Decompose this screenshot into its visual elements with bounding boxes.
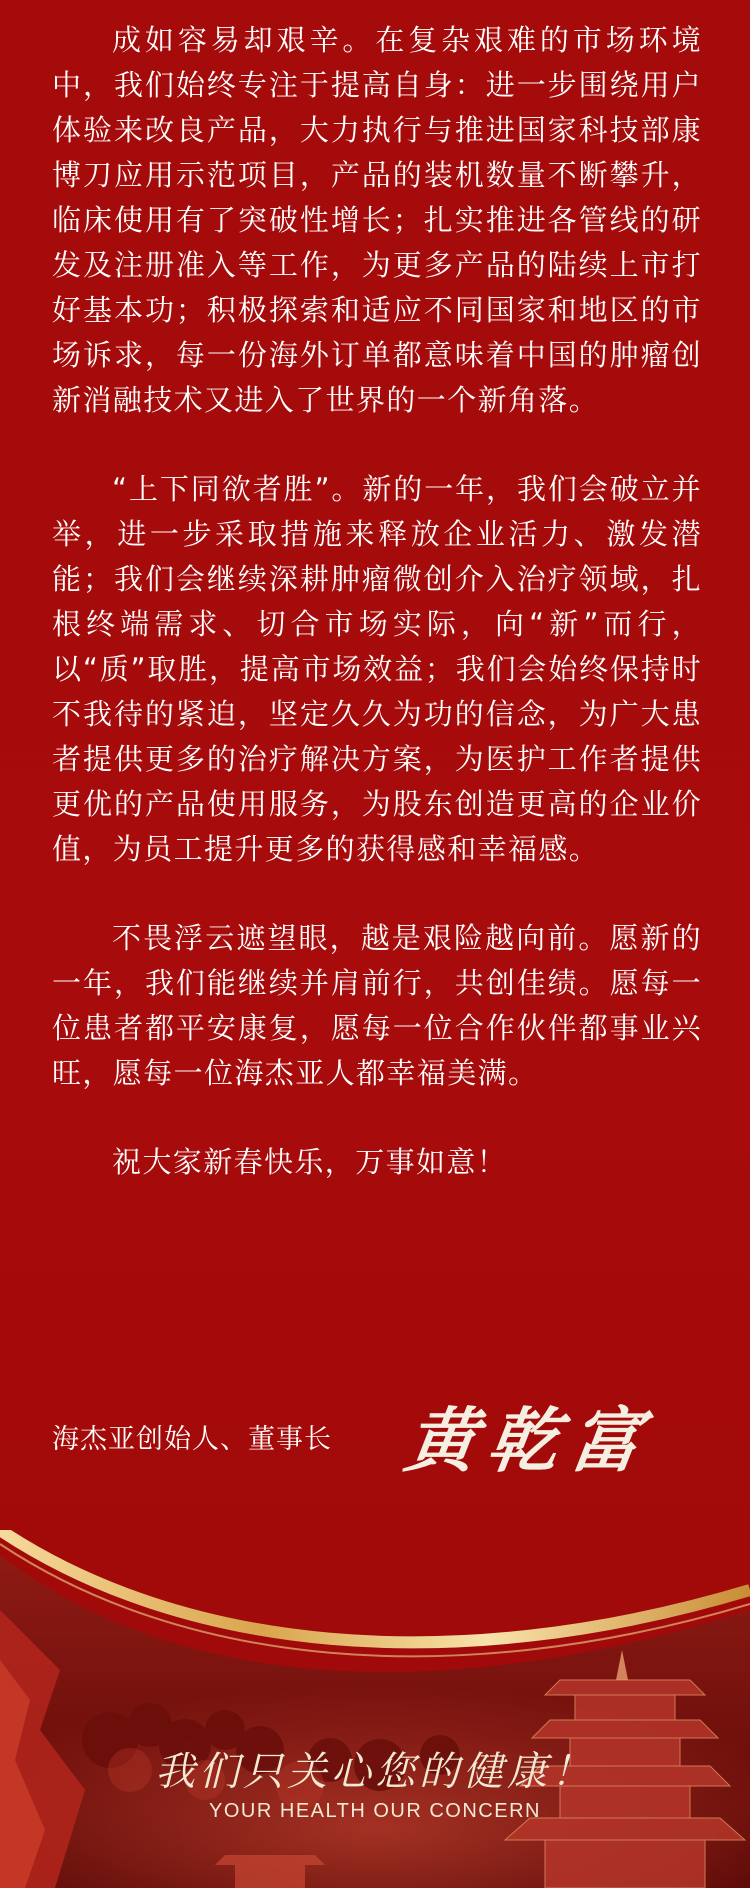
footer-landscape-illustration [0, 1530, 750, 1888]
paragraph-2: “上下同欲者胜”。新的一年，我们会破立并举，进一步采取措施来释放企业活力、激发潜能；我们会继续深耕肿瘤微创介入治疗领域，扎根终端需求、切合市场实际，向“新”而行，以“质”取胜，提高市场效益；我们会始终保持时不我待的紧迫，坚定久久为功的信念，为广大患者提供更多的治疗解决方案，为医护工作者提供更优的产品使用服务，为股东创造更高的企业价值，为员工提升更多的获得感和幸福感。 [52, 472, 702, 866]
paragraph-1: 成如容易却艰辛。在复杂艰难的市场环境中，我们始终专注于提高自身：进一步围绕用户体验来改良产品，大力执行与推进国家科技部康博刀应用示范项目，产品的装机数量不断攀升，临床使用有了突破性增长；扎实推进各管线的研发及注册准入等工作，为更多产品的陆续上市打好基本功；积极探索和适应不同国家和地区的市场诉求，每一份海外订单都意味着中国的肿瘤创新消融技术又进入了世界的一个新角落。 [52, 23, 702, 417]
slogan-handwritten: 我们只关心您的健康！ [155, 1749, 595, 1795]
signature-name: 黄乾富 [400, 1399, 659, 1482]
signer-title: 海杰亚创始人、董事长 [52, 1424, 332, 1455]
slogan-english: YOUR HEALTH OUR CONCERN [209, 1800, 541, 1822]
letter-body [52, 18, 702, 1229]
paragraph-3: 不畏浮云遮望眼，越是艰险越向前。愿新的一年，我们能继续并肩前行，共创佳绩。愿每一位患者都平安康复，愿每一位合作伙伴都事业兴旺，愿每一位海杰亚人都幸福美满。 [52, 921, 702, 1090]
signature-block [52, 1385, 702, 1495]
paragraph-4: 祝大家新春快乐，万事如意！ [112, 1145, 508, 1179]
